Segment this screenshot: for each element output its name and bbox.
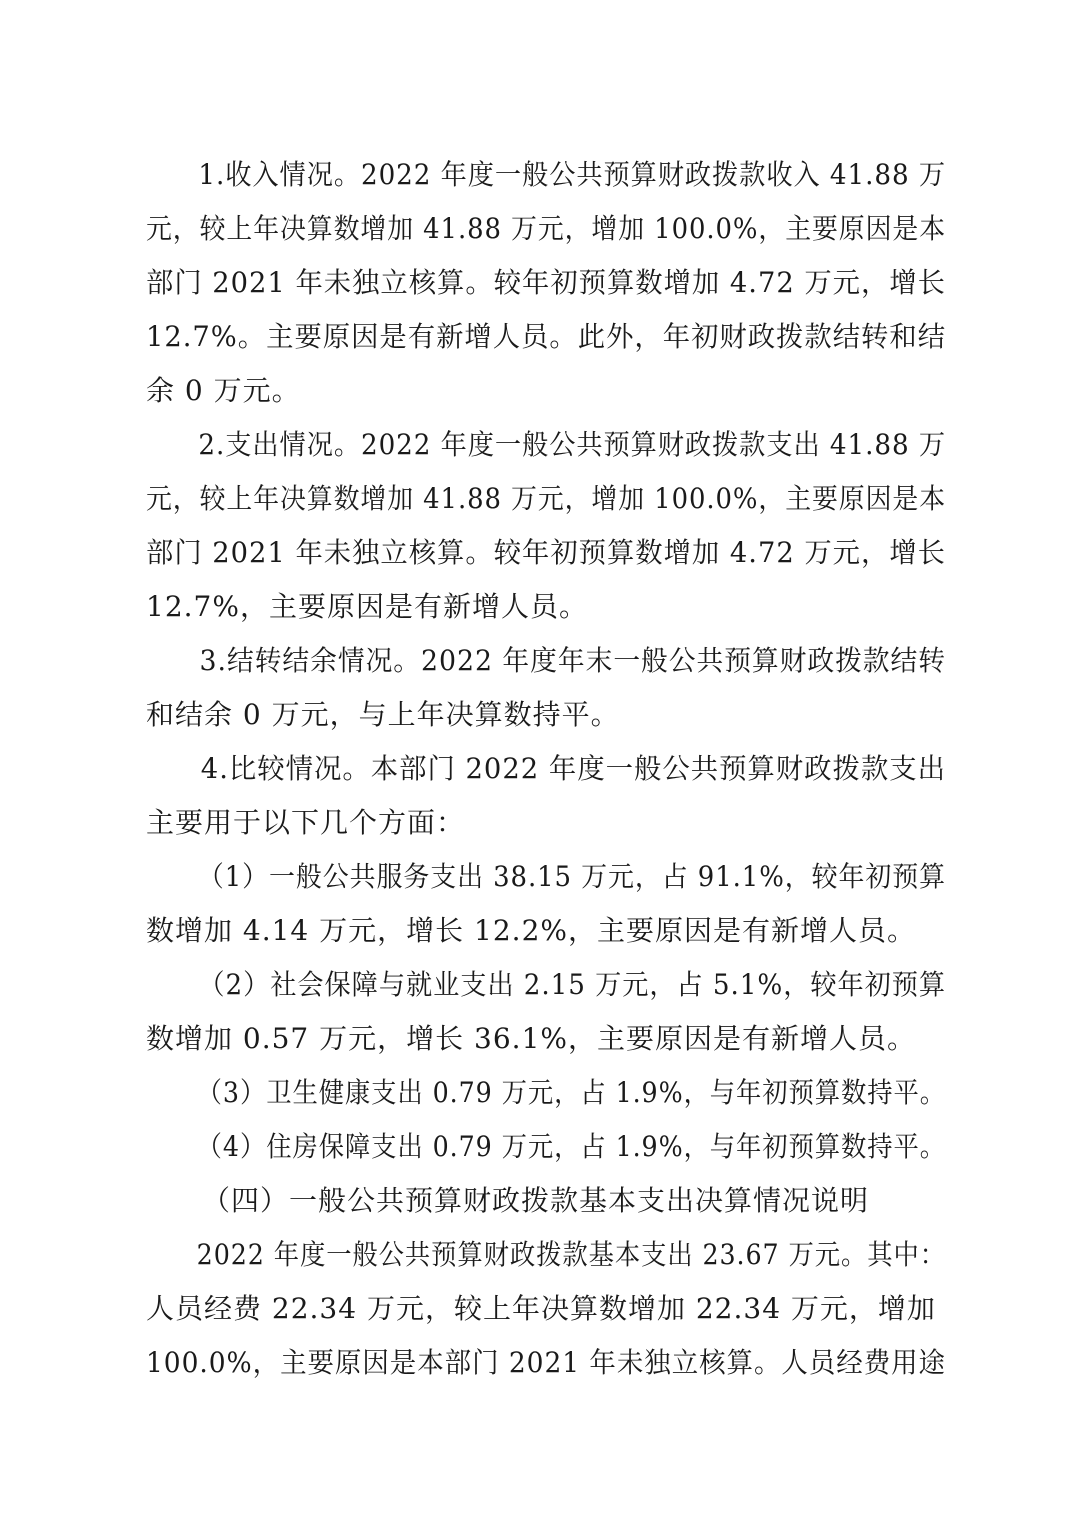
text-line: 100.0%，主要原因是本部门 2021 年未独立核算。人员经费用途 [146, 1346, 946, 1379]
text-line: 12.7%。主要原因是有新增人员。此外，年初财政拨款结转和结 [146, 320, 947, 353]
paragraph-carryover [146, 634, 946, 742]
text-line: （2）社会保障与就业支出 2.15 万元，占 5.1%，较年初预算 [198, 968, 947, 1001]
text-line: 1.收入情况。2022 年度一般公共预算财政拨款收入 41.88 万 [198, 158, 946, 191]
paragraph-item-1 [146, 850, 946, 958]
text-line: 元，较上年决算数增加 41.88 万元，增加 100.0%，主要原因是本 [146, 482, 947, 515]
paragraph-item-2 [146, 958, 946, 1066]
paragraph-item-3 [146, 1066, 946, 1120]
paragraph-item-4 [146, 1120, 946, 1174]
text-line: 主要用于以下几个方面： [146, 806, 466, 839]
text-line: 数增加 4.14 万元，增长 12.2%，主要原因是有新增人员。 [146, 914, 916, 947]
text-line: 元，较上年决算数增加 41.88 万元，增加 100.0%，主要原因是本 [146, 212, 947, 245]
document-page [146, 148, 946, 1390]
text-line: 4.比较情况。本部门 2022 年度一般公共预算财政拨款支出 [200, 752, 947, 785]
text-line: 数增加 0.57 万元，增长 36.1%，主要原因是有新增人员。 [146, 1022, 916, 1055]
text-line: 12.7%，主要原因是有新增人员。 [146, 590, 588, 623]
paragraph-income [146, 148, 946, 418]
paragraph-comparison [146, 742, 946, 850]
paragraph-basic-expenditure [146, 1228, 946, 1390]
text-line: 部门 2021 年未独立核算。较年初预算数增加 4.72 万元，增长 [146, 536, 946, 569]
text-line: 和结余 0 万元，与上年决算数持平。 [146, 698, 620, 731]
section-heading [146, 1174, 946, 1228]
text-line: （3）卫生健康支出 0.79 万元，占 1.9%，与年初预算数持平。 [196, 1076, 947, 1109]
text-line: 部门 2021 年未独立核算。较年初预算数增加 4.72 万元，增长 [146, 266, 946, 299]
paragraph-expenditure [146, 418, 946, 634]
text-line: （4）住房保障支出 0.79 万元，占 1.9%，与年初预算数持平。 [196, 1130, 947, 1163]
text-line: （1）一般公共服务支出 38.15 万元，占 91.1%，较年初预算 [197, 860, 946, 893]
text-line: 人员经费 22.34 万元，较上年决算数增加 22.34 万元，增加 [146, 1292, 936, 1325]
text-line: 3.结转结余情况。2022 年度年末一般公共预算财政拨款结转 [199, 644, 946, 677]
text-line: 2.支出情况。2022 年度一般公共预算财政拨款支出 41.88 万 [198, 428, 946, 461]
text-line: 2022 年度一般公共预算财政拨款基本支出 23.67 万元。其中： [196, 1238, 946, 1271]
text-line: 余 0 万元。 [146, 374, 301, 407]
heading-line: （四）一般公共预算财政拨款基本支出决算情况说明 [202, 1184, 870, 1217]
